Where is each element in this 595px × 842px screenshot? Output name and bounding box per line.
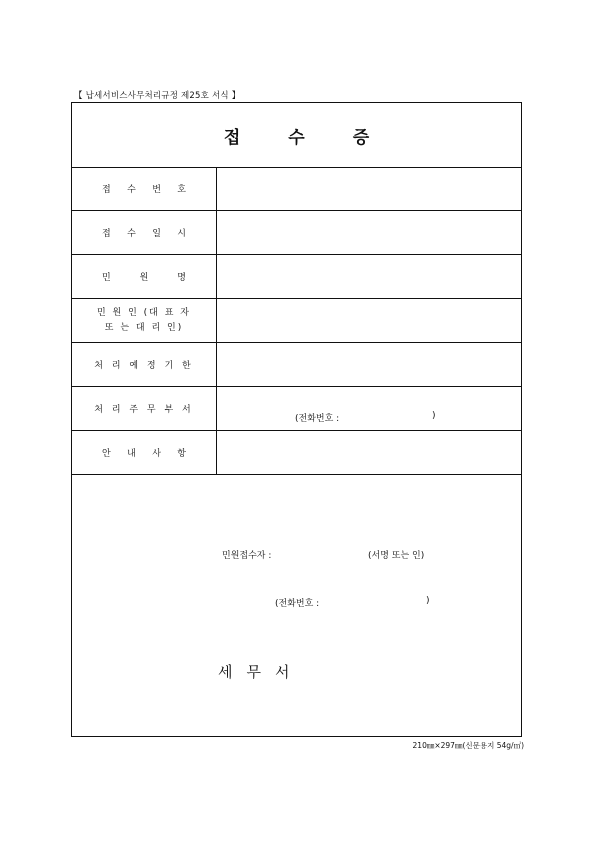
paper-spec: 210㎜×297㎜(신문용지 54g/㎡) <box>412 741 524 750</box>
label-char: 항 <box>177 449 186 459</box>
document-title: 접수증 <box>223 127 418 148</box>
department-phone-label: (전화번호 : <box>295 414 340 424</box>
signature-area <box>72 475 521 737</box>
receipt-form <box>71 102 522 737</box>
petition-name-value[interactable] <box>217 255 521 298</box>
department-phone <box>295 411 436 424</box>
label-char: 접 <box>102 185 111 195</box>
guidance-label <box>72 431 217 474</box>
handling-department-label: 처 리 주 무 부 서 <box>72 387 217 430</box>
receiver-phone <box>275 596 430 609</box>
label-char: 민 <box>102 273 111 283</box>
petitioner-label-line2: 또 는 대 리 인) <box>104 322 184 333</box>
row-receipt-number <box>72 167 521 211</box>
row-receipt-datetime <box>72 211 521 255</box>
receipt-datetime-value[interactable] <box>217 211 521 254</box>
guidance-value[interactable] <box>217 431 521 474</box>
label-char: 사 <box>152 449 161 459</box>
label-char: 호 <box>177 185 186 195</box>
label-char: 안 <box>102 449 111 459</box>
label-char: 내 <box>127 449 136 459</box>
label-char: 명 <box>177 273 186 283</box>
tax-office-name: 세무서 <box>218 663 304 681</box>
label-char: 수 <box>127 185 136 195</box>
petitioner-label-line1: 민 원 인 (대 표 자 <box>97 307 191 318</box>
title-row <box>72 103 521 168</box>
label-char: 일 <box>152 229 161 239</box>
expected-deadline-value[interactable] <box>217 343 521 386</box>
petitioner-value[interactable] <box>217 299 521 342</box>
label-char: 접 <box>102 229 111 239</box>
petitioner-label <box>72 299 217 342</box>
receiver-phone-close: ) <box>426 596 430 606</box>
row-petitioner <box>72 299 521 343</box>
receiver-phone-label: (전화번호 : <box>275 599 320 609</box>
label-char: 수 <box>127 229 136 239</box>
label-char: 시 <box>177 229 186 239</box>
petition-name-label <box>72 255 217 298</box>
handling-department-value[interactable] <box>217 387 521 430</box>
label-char: 번 <box>152 185 161 195</box>
department-phone-close: ) <box>432 411 436 421</box>
expected-deadline-label: 처 리 예 정 기 한 <box>72 343 217 386</box>
form-number-header: 【 납세서비스사무처리규정 제25호 서식 】 <box>74 91 241 101</box>
row-handling-department <box>72 387 521 431</box>
row-petition-name <box>72 255 521 299</box>
receipt-number-value[interactable] <box>217 167 521 210</box>
receipt-number-label <box>72 167 217 210</box>
receipt-datetime-label <box>72 211 217 254</box>
label-char: 원 <box>139 273 149 283</box>
receiver-label: 민원접수자 : <box>222 551 272 561</box>
row-guidance <box>72 431 521 475</box>
row-expected-deadline <box>72 343 521 387</box>
sign-or-seal-note: (서명 또는 인) <box>368 551 425 561</box>
